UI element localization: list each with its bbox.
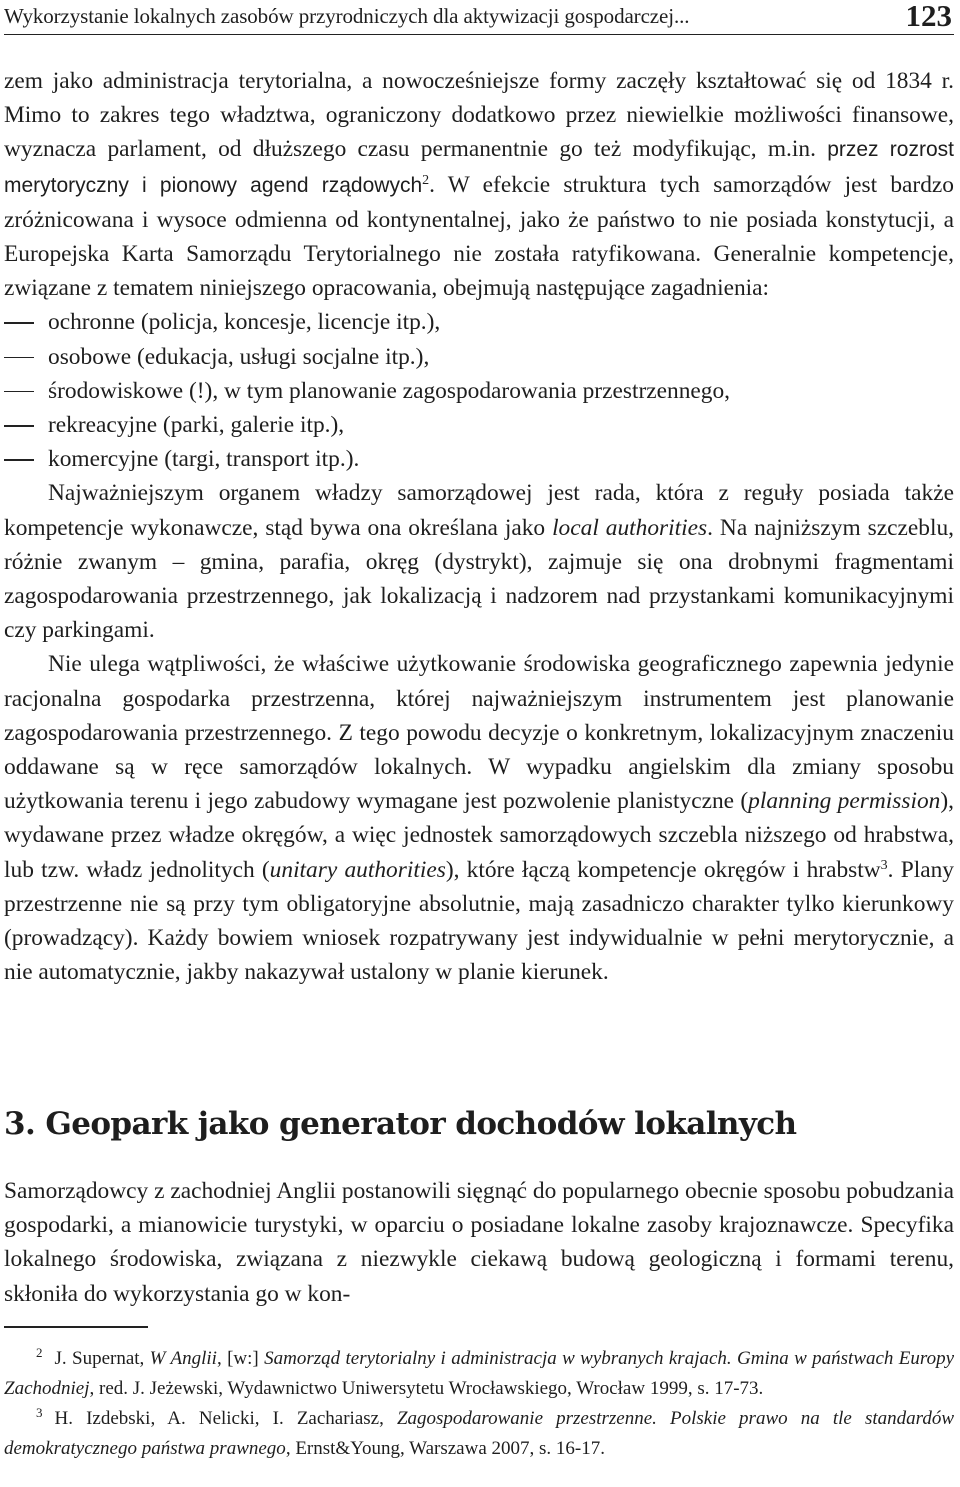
page-number: 123 <box>905 0 952 33</box>
list-item: komercyjne (targi, transport itp.). <box>4 442 954 476</box>
list-item: rekreacyjne (parki, galerie itp.), <box>4 408 954 442</box>
paragraph-2-part-b: . Na najniższym szczeblu, różnie zwanym – gmina, parafia, okręg (dystrykt), zajmuje się ona drobnymi fragmentami zagospodarowania przestrzennego, jak lokalizacją i nadzorem nad przystankami komunikacyjnymi czy parkingami. <box>4 514 954 644</box>
footnote-2-italic-1: W Anglii <box>149 1348 217 1369</box>
footnote-ref-2[interactable]: 2 <box>422 172 430 188</box>
paragraph-3 <box>4 647 954 989</box>
paragraph-3-italic-1: planning permission <box>748 788 941 815</box>
paragraph-1-part-b: przez rozrost merytoryczny i pionowy agend rządowych <box>4 138 954 197</box>
paragraph-4: Samorządowcy z zachodniej Anglii postanowili sięgnąć do popularnego obecnie sposobu pobudzania gospodarki, a mianowicie turystyki, w oparciu o posiadane lokalne zasoby krajoznawcze. Specyfika lokalnego środowiska, związana z niezwykle ciekawą budową geologiczną i formami terenu, skłoniła do wykorzystania go w kon- <box>4 1178 954 1307</box>
footnote-3 <box>4 1404 954 1464</box>
list-item: osobowe (edukacja, usługi socjalne itp.), <box>4 340 954 374</box>
running-title: Wykorzystanie lokalnych zasobów przyrodniczych dla aktywizacji gospodarczej... <box>4 4 690 28</box>
footnote-2 <box>4 1344 954 1404</box>
paragraph-1-part-c: . W efekcie struktura tych samorządów jest bardzo zróżnicowana i wysoce odmienna od kontynentalnej, jako że państwo to nie posiada konstytucji, a Europejska Karta Samorządu Terytorialnego nie została ratyfikowana. Generalnie kompetencje, związane z tematem niniejszego opracowania, obejmują następujące zagadnienia: <box>4 171 954 302</box>
list-item: środowiskowe (!), w tym planowanie zagospodarowania przestrzennego, <box>4 374 954 408</box>
footnote-3-part-b: , Ernst&Young, Warszawa 2007, s. 16-17. <box>285 1438 605 1459</box>
paragraph-2-italic: local authorities <box>552 514 708 541</box>
paragraph-2 <box>4 476 954 647</box>
footnote-2-part-b: , [w:] <box>216 1348 265 1369</box>
paragraph-3-part-c: ), które łączą kompetencje okręgów i hrabstw <box>445 856 881 883</box>
footnote-3-italic: Zagospodarowanie przestrzenne. Polskie prawo na tle standardów demokratycznego państwa prawnego <box>4 1408 954 1459</box>
paragraph-3-italic-2: unitary authorities <box>269 856 446 883</box>
section-heading: 3. Geopark jako generator dochodów lokalnych <box>4 1106 797 1142</box>
paragraph-1-part-a: zem jako administracja terytorialna, a nowocześniejsze formy zaczęły kształtować się od 1834 r. Mimo to zakres tego władztwa, ograniczony dodatkowo przez niewielkie możliwości finansowe, wyznacza parlament, od dłuższego czasu permanentnie go też modyfikując, m.in. <box>4 68 954 163</box>
footnote-2-italic-2: Samorząd terytorialny i administracja w wybranych krajach. Gmina w państwach Europy Zachodniej <box>4 1348 955 1399</box>
footnote-2-part-c: , red. J. Jeżewski, Wydawnictwo Uniwersytetu Wrocławskiego, Wrocław 1999, s. 17-73. <box>89 1378 764 1399</box>
paragraph-1 <box>4 64 954 305</box>
footnote-ref-3[interactable]: 3 <box>880 857 888 873</box>
list-item: ochronne (policja, koncesje, licencje itp.), <box>4 305 954 339</box>
footnote-number: 3 <box>36 1405 43 1420</box>
running-header <box>4 0 954 35</box>
footnote-2-part-a: J. Supernat, <box>54 1348 150 1369</box>
competence-list <box>4 305 954 476</box>
paragraph-3-part-a: Nie ulega wątpliwości, że właściwe użytkowanie środowiska geograficznego zapewnia jedynie racjonalna gospodarka przestrzenna, której najważniejszym instrumentem jest planowanie zagospodarowania przestrzennego. Z tego powodu decyzje o konkretnym, lokalizacyjnym znaczeniu oddawane są w ręce samorządów lokalnych. W wypadku angielskim dla zmiany sposobu użytkowania terenu i jego zabudowy wymagane jest pozwolenie planistyczne ( <box>4 651 954 815</box>
paragraph-3-part-b: ), wydawane przez władze okręgów, a więc jednostek samorządowych szczebla niższego od hrabstwa, lub tzw. władz jednolitych ( <box>4 788 954 883</box>
paragraph-3-part-d: . Plany przestrzenne nie są przy tym obligatoryjne absolutnie, mają zasadniczo charakter tylko kierunkowy (prowadzący). Każdy bowiem wniosek rozpatrywany jest indywidualnie w pełni merytorycznie, a nie automatycznie, jakby nakazywał ustalony w planie kierunek. <box>4 856 954 986</box>
paragraph-2-part-a: Najważniejszym organem władzy samorządowej jest rada, która z reguły posiada także kompetencje wykonawcze, stąd bywa ona określana jako <box>4 480 954 541</box>
footnotes <box>4 1344 954 1464</box>
footnote-3-part-a: H. Izdebski, A. Nelicki, I. Zachariasz, <box>54 1408 397 1429</box>
footnote-number: 2 <box>36 1345 43 1360</box>
footnote-divider <box>4 1326 148 1328</box>
main-text <box>4 64 954 989</box>
section-text <box>4 1174 954 1311</box>
